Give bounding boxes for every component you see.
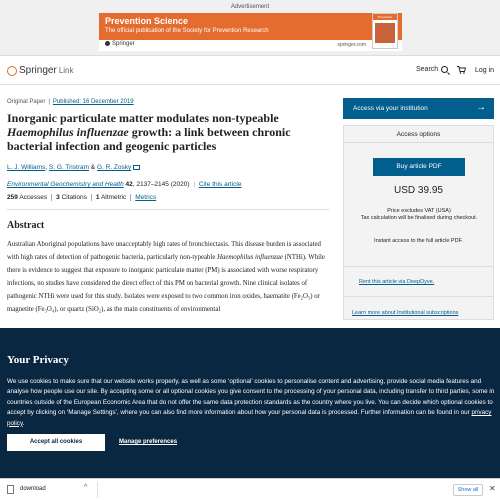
cookie-text: We use cookies to make sure that our website works properly, as well as some ‘optional’ cookies to personalise content and advertising, provide social media features and analyse how people use our site. By accepting some or all optional cookies you give consent to the processing of your personal data, including transfer to third parties, some in countries outside of the European Economic Area that do not offer the same data protection standards as the country where you live. You can decide which optional cookies to accept by clicking on ‘Manage Settings’, where you can also find more information about how your personal data is processed. Further information can be found in our privacy policy. (7, 378, 495, 427)
institutional-subscriptions-link[interactable]: Learn more about Institutional subscriptions (352, 310, 459, 316)
divider (344, 142, 493, 143)
divider (97, 482, 98, 498)
close-icon[interactable]: ✕ (489, 484, 496, 493)
search-icon (441, 66, 448, 73)
cookie-consent-banner (0, 328, 500, 478)
abstract-heading: Abstract (7, 220, 45, 231)
cite-this-article-link[interactable]: Cite this article (198, 181, 242, 188)
access-options-title: Access options (396, 131, 441, 138)
author-link[interactable]: G. R. Zosky (96, 164, 132, 171)
privacy-policy-link[interactable]: privacy policy (7, 409, 492, 427)
accept-all-cookies-button[interactable]: Accept all cookies (7, 434, 105, 451)
author-list: L. J. Williams, S. G. Tristram & G. R. Zosky (7, 164, 140, 171)
price: USD 39.95 (394, 185, 443, 196)
springer-horse-icon (7, 66, 17, 76)
volume: 42 (125, 181, 133, 188)
buy-article-pdf-button[interactable]: Buy article PDF (373, 158, 465, 176)
manage-preferences-link[interactable]: Manage preferences (119, 439, 178, 445)
article-meta: Original Paper | Published: 16 December 2019 (7, 99, 134, 105)
journal-citation: Environmental Geochemistry and Health 42, 2137–2145 (2020) | Cite this article (7, 181, 242, 188)
file-icon (7, 485, 14, 494)
divider (7, 209, 329, 210)
price-note: Price excludes VAT (USA) Tax calculation will be finalised during checkout. (360, 208, 478, 221)
access-via-institution-button[interactable]: Access via your institution → (343, 98, 494, 119)
advertisement-area (0, 0, 500, 56)
show-all-downloads-button[interactable]: Show all (453, 484, 483, 496)
ad-footer (99, 40, 402, 51)
ad-banner[interactable] (99, 13, 402, 51)
chevron-up-icon[interactable]: ^ (84, 484, 88, 491)
ad-label: Advertisement (230, 4, 270, 10)
browser-download-bar (0, 478, 500, 500)
download-item[interactable]: download (20, 486, 46, 492)
access-options-panel (343, 125, 494, 320)
ad-publisher: Springer (105, 41, 135, 47)
divider (344, 266, 493, 267)
springer-link-logo[interactable]: Springer Link (7, 65, 74, 76)
cookie-title: Your Privacy (7, 354, 69, 366)
article-metrics: 259 Accesses 3 Citations 1 Altmetric Metrics (7, 194, 157, 202)
published-date[interactable]: Published: 16 December 2019 (52, 99, 134, 105)
metrics-link[interactable]: Metrics (135, 194, 157, 202)
arrow-right-icon: → (476, 102, 486, 113)
deepdyve-rent-link[interactable]: Rent this article via DeepDyve. (359, 279, 435, 285)
author-link[interactable]: S. G. Tristram (48, 164, 89, 171)
divider (344, 296, 493, 297)
site-header (0, 57, 500, 85)
journal-link[interactable]: Environmental Geochemistry and Health (7, 181, 124, 188)
ad-journal-cover (372, 13, 398, 49)
login-link[interactable]: Log in (475, 67, 495, 74)
instant-access-note: Instant access to the full article PDF. (374, 238, 463, 244)
article-type: Original Paper (7, 99, 46, 105)
journal-cover-title: Prevention (373, 14, 397, 20)
springer-horse-icon (105, 41, 110, 46)
ad-url: springer.com (337, 42, 366, 48)
cart-icon[interactable] (457, 66, 466, 74)
ad-subtitle: The official publication of the Society for Prevention Research (105, 28, 269, 34)
search-button[interactable]: Search (416, 66, 448, 73)
author-link[interactable]: L. J. Williams (7, 164, 46, 171)
journal-cover-image (375, 23, 395, 43)
email-icon[interactable] (133, 165, 140, 170)
abstract-text: Australian Aboriginal populations have unacceptably high rates of bronchiectasis. This disease burden is associated with high rates of detection of pathogenic bacteria, particularly non-typeable Haemophilus influenzae (NTHi). While there is evidence to suggest that exposure to inorganic particulate matter (PM) is associated with worse respiratory infections, no studies have considered the direct effect of this PM on bacterial growth. Nine clinical isolates of pathogenic NTHi were used for this study. Isolates were exposed to two common iron oxides, haematite (Fe₂O₃) or magnetite (Fe₃O₄), or quartz (SiO₂), as the main constituents of environmental (7, 241, 325, 313)
article-title: Inorganic particulate matter modulates non-typeable Haemophilus influenzae growth: a link between chronic bacterial infection and geogenic particles (7, 111, 291, 153)
ad-title: Prevention Science (105, 16, 189, 26)
